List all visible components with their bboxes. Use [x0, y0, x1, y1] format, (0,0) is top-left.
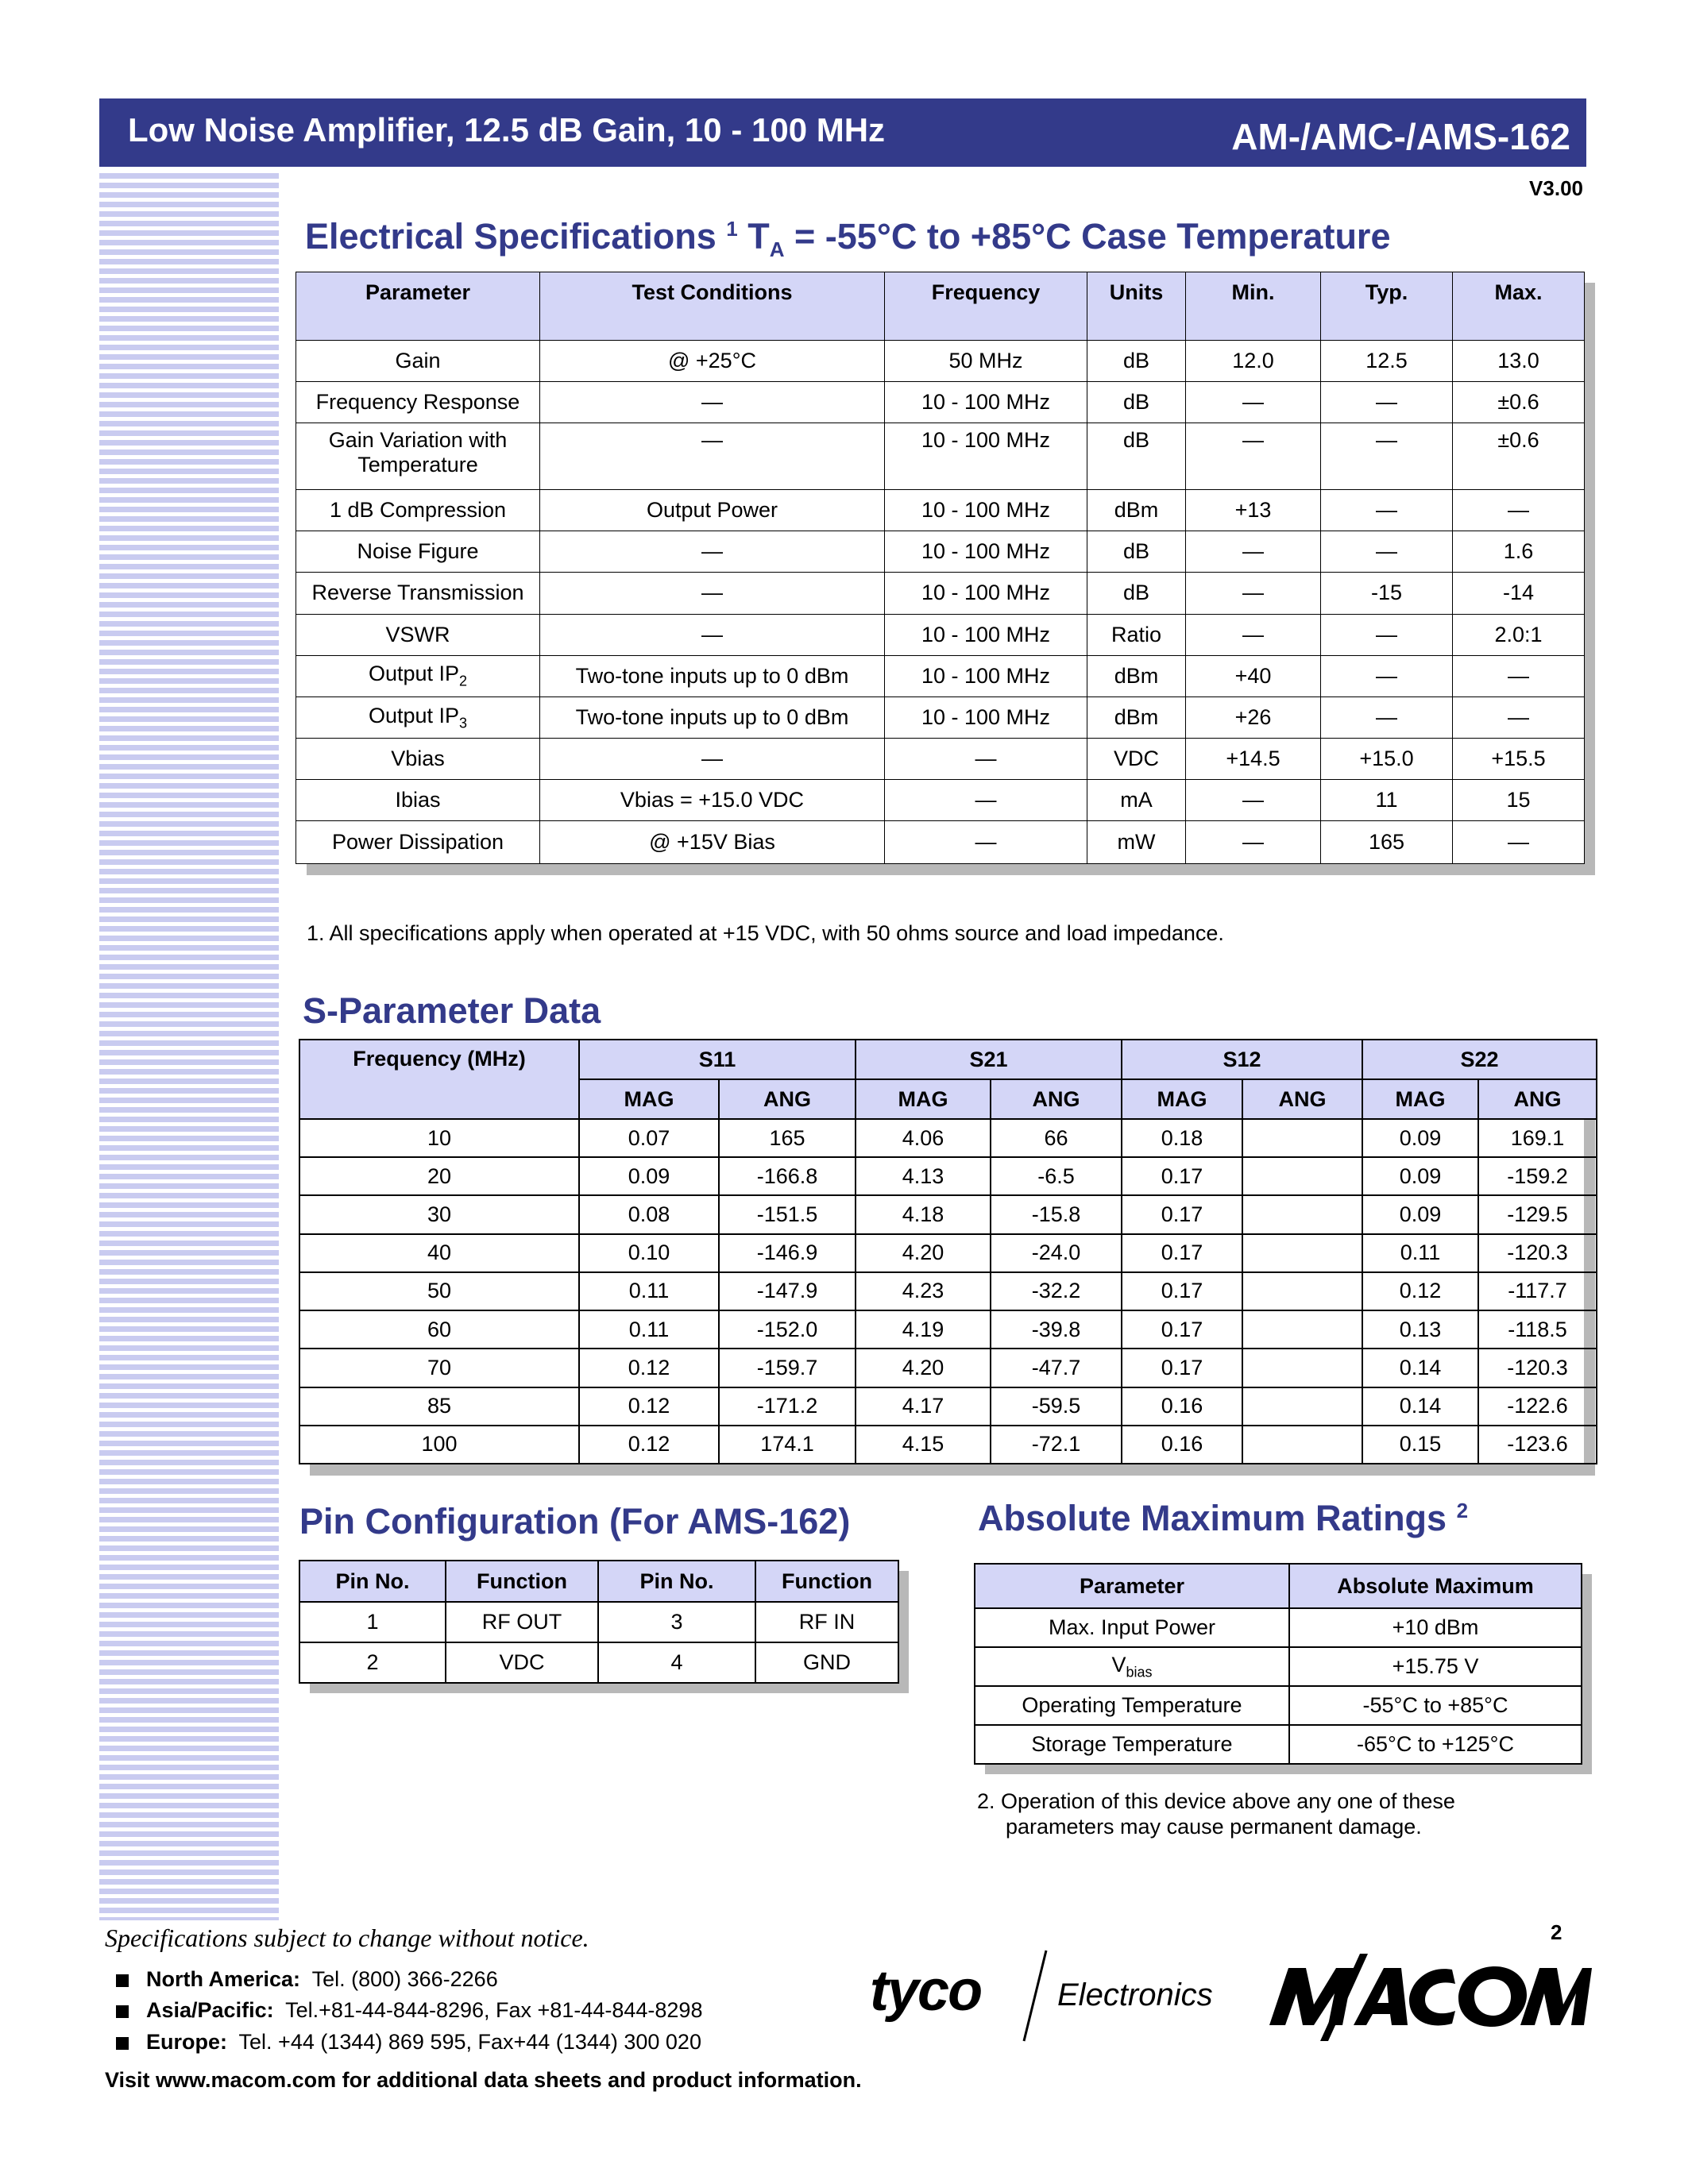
table-cell: —: [540, 531, 885, 573]
table-cell: Operating Temperature: [975, 1686, 1289, 1725]
table-cell: 0.12: [1362, 1272, 1478, 1310]
absmax-footnote: 2. Operation of this device above any one of these parameters may cause permanent damage.: [977, 1789, 1455, 1839]
table-cell: 100: [299, 1426, 579, 1464]
table-cell: 0.14: [1362, 1349, 1478, 1387]
table-cell: —: [1453, 820, 1585, 863]
table-cell: @ +15V Bias: [540, 820, 885, 863]
table-cell: -166.8: [719, 1157, 856, 1195]
table-cell: —: [540, 738, 885, 779]
table-cell: -120.3: [1478, 1349, 1597, 1387]
table-cell: -117.7: [1478, 1272, 1597, 1310]
table-cell: +13: [1186, 490, 1321, 531]
table-row: [296, 382, 1585, 423]
table-cell: 20: [299, 1157, 579, 1195]
electronics-logo-text: Electronics: [1057, 1978, 1213, 2012]
sparam-title: S-Parameter Data: [303, 990, 601, 1031]
table-cell: 0.12: [579, 1426, 719, 1464]
table-cell: 0.09: [1362, 1157, 1478, 1195]
table-cell: 50 MHz: [885, 341, 1087, 382]
header-band: [99, 98, 1586, 167]
table-row: [296, 423, 1585, 490]
table-cell: RF OUT: [446, 1602, 598, 1642]
col-header: Absolute Maximum: [1289, 1564, 1582, 1608]
sub-header: ANG: [1242, 1079, 1362, 1119]
freq-header: Frequency (MHz): [299, 1040, 579, 1119]
table-row: [296, 341, 1585, 382]
table-cell: 0.17: [1122, 1157, 1242, 1195]
table-cell: -6.5: [991, 1157, 1122, 1195]
table-cell: —: [540, 573, 885, 614]
table-cell: -123.6: [1478, 1426, 1597, 1464]
table-cell: mW: [1087, 820, 1186, 863]
table-cell: 11: [1321, 779, 1453, 820]
table-cell: 40: [299, 1234, 579, 1272]
table-cell: -47.7: [991, 1349, 1122, 1387]
change-notice: Specifications subject to change without notice.: [105, 1924, 589, 1952]
table-cell: —: [1321, 423, 1453, 490]
absmax-table: [974, 1563, 1582, 1765]
table-cell: Output Power: [540, 490, 885, 531]
table-cell: 15: [1453, 779, 1585, 820]
table-cell: 4.15: [856, 1426, 991, 1464]
pin-config-title: Pin Configuration (For AMS-162): [299, 1501, 851, 1542]
col-header: Parameter: [296, 272, 540, 341]
table-cell: 10 - 100 MHz: [885, 490, 1087, 531]
table-cell: Max. Input Power: [975, 1608, 1289, 1647]
table-cell: +10 dBm: [1289, 1608, 1582, 1647]
table-cell: Output $IP_2$: [296, 655, 540, 696]
table-cell: ±0.6: [1453, 382, 1585, 423]
table-cell: 0.17: [1122, 1195, 1242, 1233]
table-cell: +14.5: [1186, 738, 1321, 779]
table-row: [299, 1195, 1597, 1233]
tyco-electronics-logo: [870, 1947, 1235, 2043]
table-cell: -59.5: [991, 1387, 1122, 1426]
table-cell: —: [540, 423, 885, 490]
table-cell: [1242, 1195, 1362, 1233]
table-row: [975, 1686, 1582, 1725]
col-header: Units: [1087, 272, 1186, 341]
table-cell: 2: [299, 1642, 446, 1683]
sparam-table: [299, 1039, 1597, 1464]
electrical-footnote: 1. All specifications apply when operated at +15 VDC, with 50 ohms source and load impedance.: [307, 921, 1224, 945]
table-cell: —: [1321, 696, 1453, 738]
table-row: [299, 1157, 1597, 1195]
electrical-spec-title: Electrical Specifications $^1$ $T_A = -55^\circ C$ to +85°C Case Temperature: [305, 216, 1391, 261]
table-row: [296, 573, 1585, 614]
col-header: Min.: [1186, 272, 1321, 341]
table-row: [299, 1119, 1597, 1157]
table-cell: 4.20: [856, 1349, 991, 1387]
table-cell: —: [1186, 820, 1321, 863]
table-cell: 0.15: [1362, 1426, 1478, 1464]
table-cell: [1242, 1387, 1362, 1426]
table-cell: 4: [598, 1642, 755, 1683]
table-cell: 0.13: [1362, 1310, 1478, 1349]
table-cell: —: [1186, 779, 1321, 820]
contact-europe: Europe: Tel. +44 (1344) 869 595, Fax+44 (1344) 300 020: [116, 2030, 701, 2055]
table-row: [299, 1602, 898, 1642]
table-cell: dB: [1087, 531, 1186, 573]
table-cell: -15: [1321, 573, 1453, 614]
table-cell: VSWR: [296, 614, 540, 655]
table-cell: dB: [1087, 382, 1186, 423]
table-row: [299, 1234, 1597, 1272]
table-cell: 50: [299, 1272, 579, 1310]
table-cell: +15.0: [1321, 738, 1453, 779]
table-cell: 3: [598, 1602, 755, 1642]
table-cell: —: [1453, 490, 1585, 531]
table-cell: +15.75 V: [1289, 1647, 1582, 1686]
table-cell: dB: [1087, 341, 1186, 382]
bullet-icon: [116, 2005, 129, 2018]
table-row: [296, 614, 1585, 655]
table-cell: dB: [1087, 423, 1186, 490]
table-cell: —: [885, 738, 1087, 779]
table-cell: —: [1186, 531, 1321, 573]
table-cell: 1 dB Compression: [296, 490, 540, 531]
table-cell: Storage Temperature: [975, 1725, 1289, 1764]
table-cell: Two-tone inputs up to 0 dBm: [540, 655, 885, 696]
table-cell: 4.06: [856, 1119, 991, 1157]
table-cell: 0.12: [579, 1349, 719, 1387]
table-cell: 0.17: [1122, 1349, 1242, 1387]
page-number: 2: [1551, 1920, 1562, 1944]
table-row: [296, 531, 1585, 573]
table-cell: —: [540, 382, 885, 423]
table-cell: 0.07: [579, 1119, 719, 1157]
macom-logo: [1265, 1947, 1592, 2044]
col-header: Max.: [1453, 272, 1585, 341]
table-cell: -120.3: [1478, 1234, 1597, 1272]
table-cell: 60: [299, 1310, 579, 1349]
table-cell: 10 - 100 MHz: [885, 423, 1087, 490]
sub-header: ANG: [719, 1079, 856, 1119]
table-cell: -147.9: [719, 1272, 856, 1310]
table-cell: VDC: [1087, 738, 1186, 779]
table-cell: —: [1321, 655, 1453, 696]
table-cell: -171.2: [719, 1387, 856, 1426]
table-cell: -118.5: [1478, 1310, 1597, 1349]
logo-divider-slash: [1019, 1949, 1051, 2043]
table-cell: @ +25°C: [540, 341, 885, 382]
table-cell: 70: [299, 1349, 579, 1387]
table-row: [299, 1272, 1597, 1310]
table-cell: 174.1: [719, 1426, 856, 1464]
sub-header: ANG: [991, 1079, 1122, 1119]
table-cell: -152.0: [719, 1310, 856, 1349]
table-cell: 30: [299, 1195, 579, 1233]
table-cell: 10 - 100 MHz: [885, 655, 1087, 696]
table-row: [296, 820, 1585, 863]
document-title: Low Noise Amplifier, 12.5 dB Gain, 10 - 100 MHz: [128, 111, 886, 149]
pin-table: [299, 1560, 899, 1684]
table-cell: —: [1321, 490, 1453, 531]
table-cell: —: [1186, 614, 1321, 655]
table-cell: 165: [719, 1119, 856, 1157]
sub-header: MAG: [579, 1079, 719, 1119]
table-cell: 0.10: [579, 1234, 719, 1272]
table-cell: 0.09: [1362, 1195, 1478, 1233]
table-cell: 0.12: [579, 1387, 719, 1426]
sub-header: ANG: [1478, 1079, 1597, 1119]
table-cell: —: [885, 779, 1087, 820]
table-cell: 4.13: [856, 1157, 991, 1195]
table-cell: 10 - 100 MHz: [885, 573, 1087, 614]
table-cell: Reverse Transmission: [296, 573, 540, 614]
sub-header: MAG: [1122, 1079, 1242, 1119]
table-row: [296, 738, 1585, 779]
table-cell: $V_{bias}$: [975, 1647, 1289, 1686]
col-header: Typ.: [1321, 272, 1453, 341]
table-cell: 4.20: [856, 1234, 991, 1272]
bullet-icon: [116, 2037, 129, 2050]
table-row: [299, 1426, 1597, 1464]
table-cell: -24.0: [991, 1234, 1122, 1272]
table-cell: 10 - 100 MHz: [885, 531, 1087, 573]
table-cell: 0.08: [579, 1195, 719, 1233]
table-row: [296, 655, 1585, 696]
table-row: [975, 1725, 1582, 1764]
table-row: [296, 779, 1585, 820]
table-cell: -15.8: [991, 1195, 1122, 1233]
table-cell: Gain Variation with Temperature: [296, 423, 540, 490]
table-cell: [1242, 1310, 1362, 1349]
col-header: Frequency: [885, 272, 1087, 341]
table-cell: 85: [299, 1387, 579, 1426]
table-cell: —: [540, 614, 885, 655]
bullet-icon: [116, 1974, 129, 1987]
tyco-logo-text: tyco: [870, 1959, 982, 2023]
contact-north-america: North America: Tel. (800) 366-2266: [116, 1967, 498, 1992]
table-cell: 0.17: [1122, 1272, 1242, 1310]
table-cell: 0.18: [1122, 1119, 1242, 1157]
table-cell: —: [1321, 382, 1453, 423]
table-cell: -72.1: [991, 1426, 1122, 1464]
group-header: S22: [1362, 1040, 1597, 1079]
table-cell: mA: [1087, 779, 1186, 820]
col-header: Pin No.: [299, 1561, 446, 1602]
col-header: Parameter: [975, 1564, 1289, 1608]
table-cell: Vbias = +15.0 VDC: [540, 779, 885, 820]
table-cell: +26: [1186, 696, 1321, 738]
table-cell: [1242, 1426, 1362, 1464]
group-header: S12: [1122, 1040, 1362, 1079]
table-row: [975, 1608, 1582, 1647]
table-cell: ±0.6: [1453, 423, 1585, 490]
table-cell: Power Dissipation: [296, 820, 540, 863]
table-cell: -32.2: [991, 1272, 1122, 1310]
table-cell: 4.23: [856, 1272, 991, 1310]
table-cell: 4.17: [856, 1387, 991, 1426]
table-cell: 66: [991, 1119, 1122, 1157]
table-cell: —: [885, 820, 1087, 863]
table-cell: -39.8: [991, 1310, 1122, 1349]
table-cell: 0.17: [1122, 1310, 1242, 1349]
pin-table-wrapper: [299, 1560, 898, 1682]
table-cell: Vbias: [296, 738, 540, 779]
contact-asia-pacific: Asia/Pacific: Tel.+81-44-844-8296, Fax +81-44-844-8298: [116, 1998, 702, 2023]
table-cell: 12.0: [1186, 341, 1321, 382]
table-cell: [1242, 1119, 1362, 1157]
table-cell: Ratio: [1087, 614, 1186, 655]
table-cell: 0.09: [1362, 1119, 1478, 1157]
table-cell: GND: [755, 1642, 898, 1683]
table-cell: dBm: [1087, 696, 1186, 738]
absmax-table-wrapper: [974, 1563, 1581, 1763]
electrical-spec-table-wrapper: [295, 272, 1584, 864]
table-cell: —: [1186, 423, 1321, 490]
table-cell: dBm: [1087, 655, 1186, 696]
table-cell: VDC: [446, 1642, 598, 1683]
table-cell: —: [1321, 614, 1453, 655]
table-cell: Gain: [296, 341, 540, 382]
table-cell: 10 - 100 MHz: [885, 614, 1087, 655]
table-cell: -55°C to +85°C: [1289, 1686, 1582, 1725]
table-cell: 1.6: [1453, 531, 1585, 573]
table-cell: -14: [1453, 573, 1585, 614]
table-row: [296, 490, 1585, 531]
table-cell: [1242, 1234, 1362, 1272]
table-row: [299, 1642, 898, 1683]
table-cell: Frequency Response: [296, 382, 540, 423]
table-cell: 10 - 100 MHz: [885, 382, 1087, 423]
table-cell: 1: [299, 1602, 446, 1642]
table-cell: -129.5: [1478, 1195, 1597, 1233]
group-header: S21: [856, 1040, 1122, 1079]
col-header: Test Conditions: [540, 272, 885, 341]
table-cell: -146.9: [719, 1234, 856, 1272]
table-cell: 0.16: [1122, 1426, 1242, 1464]
table-cell: 10: [299, 1119, 579, 1157]
table-cell: dBm: [1087, 490, 1186, 531]
table-cell: 0.11: [1362, 1234, 1478, 1272]
col-header: Function: [446, 1561, 598, 1602]
table-cell: Two-tone inputs up to 0 dBm: [540, 696, 885, 738]
table-cell: —: [1186, 382, 1321, 423]
table-cell: 10 - 100 MHz: [885, 696, 1087, 738]
electrical-spec-table: [295, 272, 1585, 864]
table-row: [299, 1349, 1597, 1387]
table-cell: Ibias: [296, 779, 540, 820]
table-cell: 2.0:1: [1453, 614, 1585, 655]
table-cell: 0.14: [1362, 1387, 1478, 1426]
table-row: [975, 1647, 1582, 1686]
table-cell: 13.0: [1453, 341, 1585, 382]
table-cell: Output $IP_3$: [296, 696, 540, 738]
table-cell: -151.5: [719, 1195, 856, 1233]
table-cell: [1242, 1349, 1362, 1387]
col-header: Function: [755, 1561, 898, 1602]
table-cell: 0.09: [579, 1157, 719, 1195]
table-cell: 0.16: [1122, 1387, 1242, 1426]
table-cell: 165: [1321, 820, 1453, 863]
table-cell: 4.18: [856, 1195, 991, 1233]
table-cell: 4.19: [856, 1310, 991, 1349]
part-number: AM-/AMC-/AMS-162: [1231, 116, 1570, 157]
table-cell: 0.11: [579, 1272, 719, 1310]
table-cell: —: [1321, 531, 1453, 573]
table-row: [296, 696, 1585, 738]
table-row: [299, 1310, 1597, 1349]
absmax-title: Absolute Maximum Ratings $^2$: [978, 1498, 1469, 1538]
table-cell: —: [1453, 655, 1585, 696]
table-cell: 0.17: [1122, 1234, 1242, 1272]
sub-header: MAG: [1362, 1079, 1478, 1119]
table-cell: [1242, 1157, 1362, 1195]
table-cell: -122.6: [1478, 1387, 1597, 1426]
sub-header: MAG: [856, 1079, 991, 1119]
table-cell: —: [1453, 696, 1585, 738]
table-cell: -65°C to +125°C: [1289, 1725, 1582, 1764]
table-row: [299, 1387, 1597, 1426]
table-cell: RF IN: [755, 1602, 898, 1642]
table-cell: 169.1: [1478, 1119, 1597, 1157]
table-cell: 0.11: [579, 1310, 719, 1349]
version-label: V3.00: [1529, 176, 1583, 200]
group-header: S11: [579, 1040, 856, 1079]
table-cell: -159.2: [1478, 1157, 1597, 1195]
table-cell: dB: [1087, 573, 1186, 614]
sparam-table-wrapper: [299, 1039, 1584, 1464]
table-cell: -159.7: [719, 1349, 856, 1387]
table-cell: +15.5: [1453, 738, 1585, 779]
table-cell: +40: [1186, 655, 1321, 696]
table-cell: 12.5: [1321, 341, 1453, 382]
table-cell: [1242, 1272, 1362, 1310]
visit-link[interactable]: Visit www.macom.com for additional data sheets and product information.: [105, 2068, 862, 2092]
table-cell: —: [1186, 573, 1321, 614]
col-header: Pin No.: [598, 1561, 755, 1602]
decorative-stripes: [99, 173, 279, 1920]
table-cell: Noise Figure: [296, 531, 540, 573]
